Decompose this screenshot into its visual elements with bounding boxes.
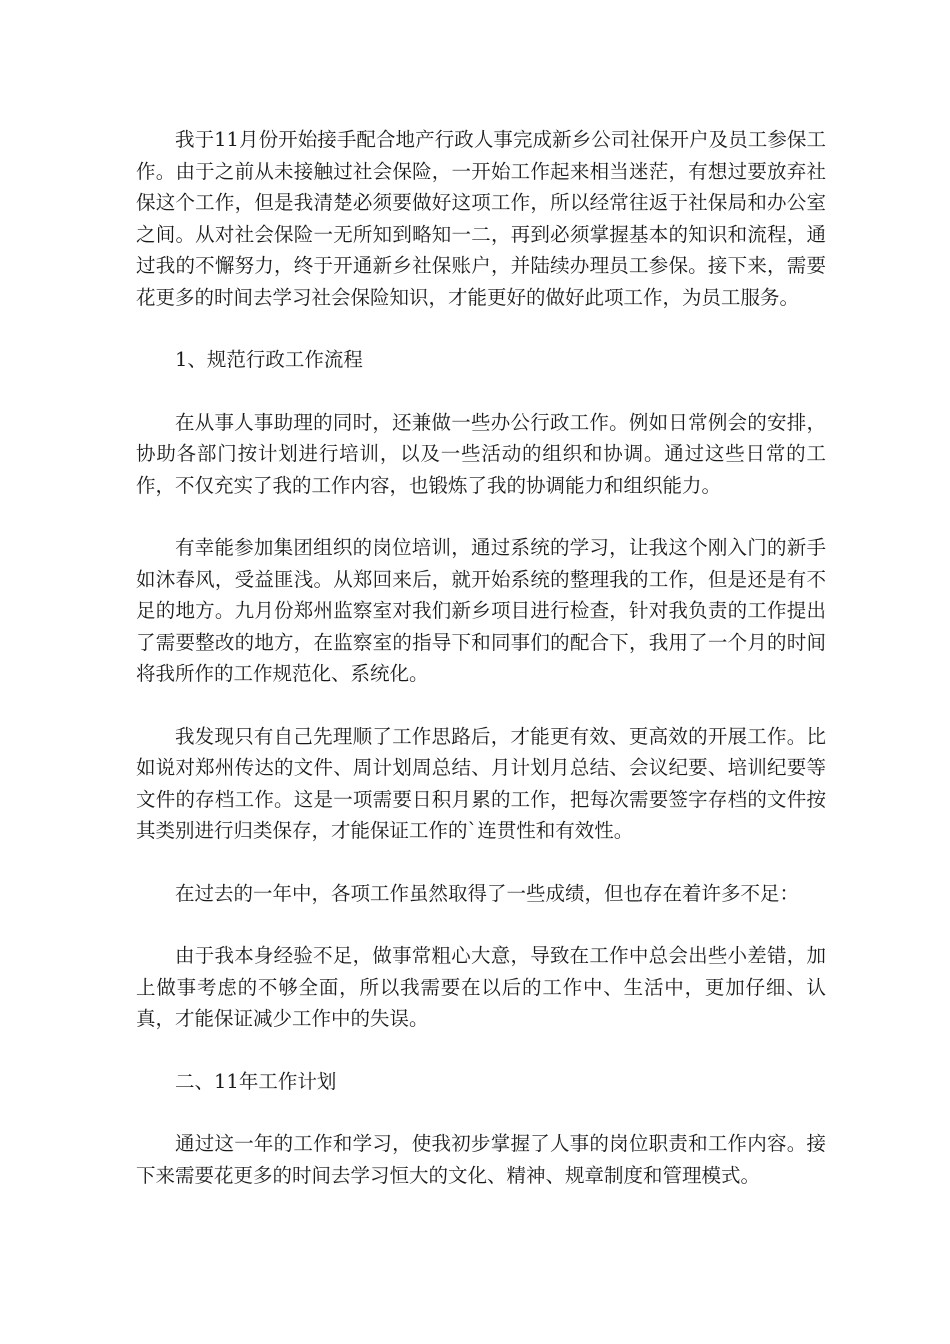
- paragraph-shortcomings-intro: 在过去的一年中，各项工作虽然取得了一些成绩，但也存在着许多不足：: [175, 881, 800, 905]
- paragraph-work-plan: 通过这一年的工作和学习，使我初步掌握了人事的岗位职责和工作内容。接下来需要花更多的时间去学习恒大的文化、精神、规章制度和管理模式。: [136, 1132, 826, 1187]
- paragraph-training: 有幸能参加集团组织的岗位培训，通过系统的学习，让我这个刚入门的新手如沐春风，受益匪浅。从郑回来后，就开始系统的整理我的工作，但是还是有不足的地方。九月份郑州监察室对我们新乡项目进行检查，针对我负责的工作提出了需要整改的地方，在监察室的指导下和同事们的配合下，我用了一个月的时间将我所作的工作规范化、系统化。: [136, 536, 826, 685]
- paragraph-shortcomings-detail: 由于我本身经验不足，做事常粗心大意，导致在工作中总会出些小差错，加上做事考虑的不够全面，所以我需要在以后的工作中、生活中，更加仔细、认真，才能保证减少工作中的失误。: [136, 944, 826, 1030]
- document-body: [136, 124, 826, 1222]
- heading-admin-workflow: 1、规范行政工作流程: [175, 348, 363, 371]
- paragraph-admin-duties: 在从事人事助理的同时，还兼做一些办公行政工作。例如日常例会的安排，协助各部门按计划进行培训，以及一些活动的组织和协调。通过这些日常的工作，不仅充实了我的工作内容，也锻炼了我的协调能力和组织能力。: [136, 410, 826, 497]
- heading-work-plan: 二、11年工作计划: [175, 1069, 337, 1093]
- paragraph-archiving: 我发现只有自己先理顺了工作思路后，才能更有效、更高效的开展工作。比如说对郑州传达的文件、周计划周总结、月计划月总结、会议纪要、培训纪要等文件的存档工作。这是一项需要日积月累的工作，把每次需要签字存档的文件按其类别进行归类保存，才能保证工作的`连贯性和有效性。: [136, 724, 826, 842]
- paragraph-social-insurance: 我于11月份开始接手配合地产行政人事完成新乡公司社保开户及员工参保工作。由于之前从未接触过社会保险，一开始工作起来相当迷茫，有想过要放弃社保这个工作，但是我清楚必须要做好这项工作，所以经常往返于社保局和办公室之间。从对社会保险一无所知到略知一二，再到必须掌握基本的知识和流程，通过我的不懈努力，终于开通新乡社保账户，并陆续办理员工参保。接下来，需要花更多的时间去学习社会保险知识，才能更好的做好此项工作，为员工服务。: [136, 128, 826, 309]
